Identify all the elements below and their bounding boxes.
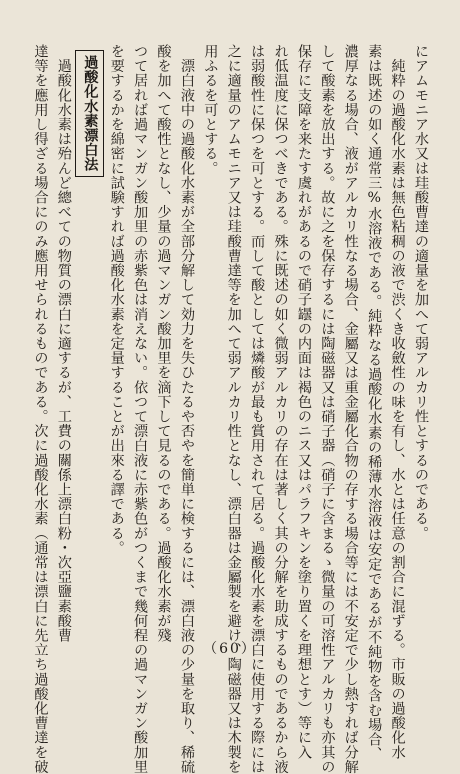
section-heading-line [75,44,104,624]
text-line: は弱酸性に保つを可とする。而して酸としては燐酸が最も賞用されて居る。過酸化水素を漂白に使用する際には [249,44,266,774]
text-line: して酸素を放出する。故に之を保存するには陶磁器又は硝子器（硝子に含まるゝ微量の可溶性アルカリも亦其の [319,44,336,774]
text-line: 漂白液中の過酸化水素が全部分解して効力を失ひたるや否やを簡単に検するには、漂白液の少量を取り、稀硫 [178,44,195,774]
text-line: 素は既述の如く通常三%水溶液である。純粋なる過酸化水素の稀薄水溶液は安定であるが不純物を含む場合、 [366,44,383,762]
text-line: つて居れば過マンガン酸加里の赤紫色は消えない。依つて漂白液に赤紫色がつくまで幾何程の過マンガン酸加里 [132,44,149,774]
text-line: にアムモニア水又は珪酸曹達の適量を加へて弱アルカリ性とするのである。 [413,44,429,541]
page-number: （60） [203,641,257,657]
text-line: 保存に支障を来たす虞れがあるので硝子罎の内面は褐色のニス又はパラフキンを塗り置くを理想とす）等に入 [295,44,312,760]
text-line: 之に適量のアムモニア又は珪酸曹達等を加へて弱アルカリ性となし、漂白器は金屬製を避け、陶磁器又は木製を [225,44,242,774]
section-heading: 過酸化水素漂白法 [75,50,104,177]
text-line: 達等を應用し得ざる場合にのみ應用せられるものである。次に過酸化水素（通常は漂白に先立ち過酸化曹達を破 [32,44,49,774]
text-line: れ低温度に保つべきである。殊に既述の如く微弱アルカリの存在は著しく其の分解を助成するものであるから液 [272,44,289,774]
text-line: を要するかを綿密に試験すれば過酸化水素を定量することが出來る譯である。 [108,44,125,555]
text-line: 純粋の過酸化水素は無色粘稠の液で渋くき收斂性の味を有し、水とは任意の割合に混ずる。市販の過酸化水 [389,44,406,760]
text-line: 酸を加へて酸性となし、少量の過マンガン酸加里を滴下して見るのである。過酸化水素が殘 [155,44,172,643]
text-line: 濃厚なる場合、液がアルカリ性なる場合、金屬又は重金屬化合物の存する場合等には不安定で少し熱すれば分解 [342,44,359,774]
text-line: 過酸化水素は殆んど總べての物質の漂白に適するが、工費の關係上漂白粉・次亞鹽素酸曹 [55,44,72,643]
text-line: 用ふるを可とする。 [202,44,219,176]
